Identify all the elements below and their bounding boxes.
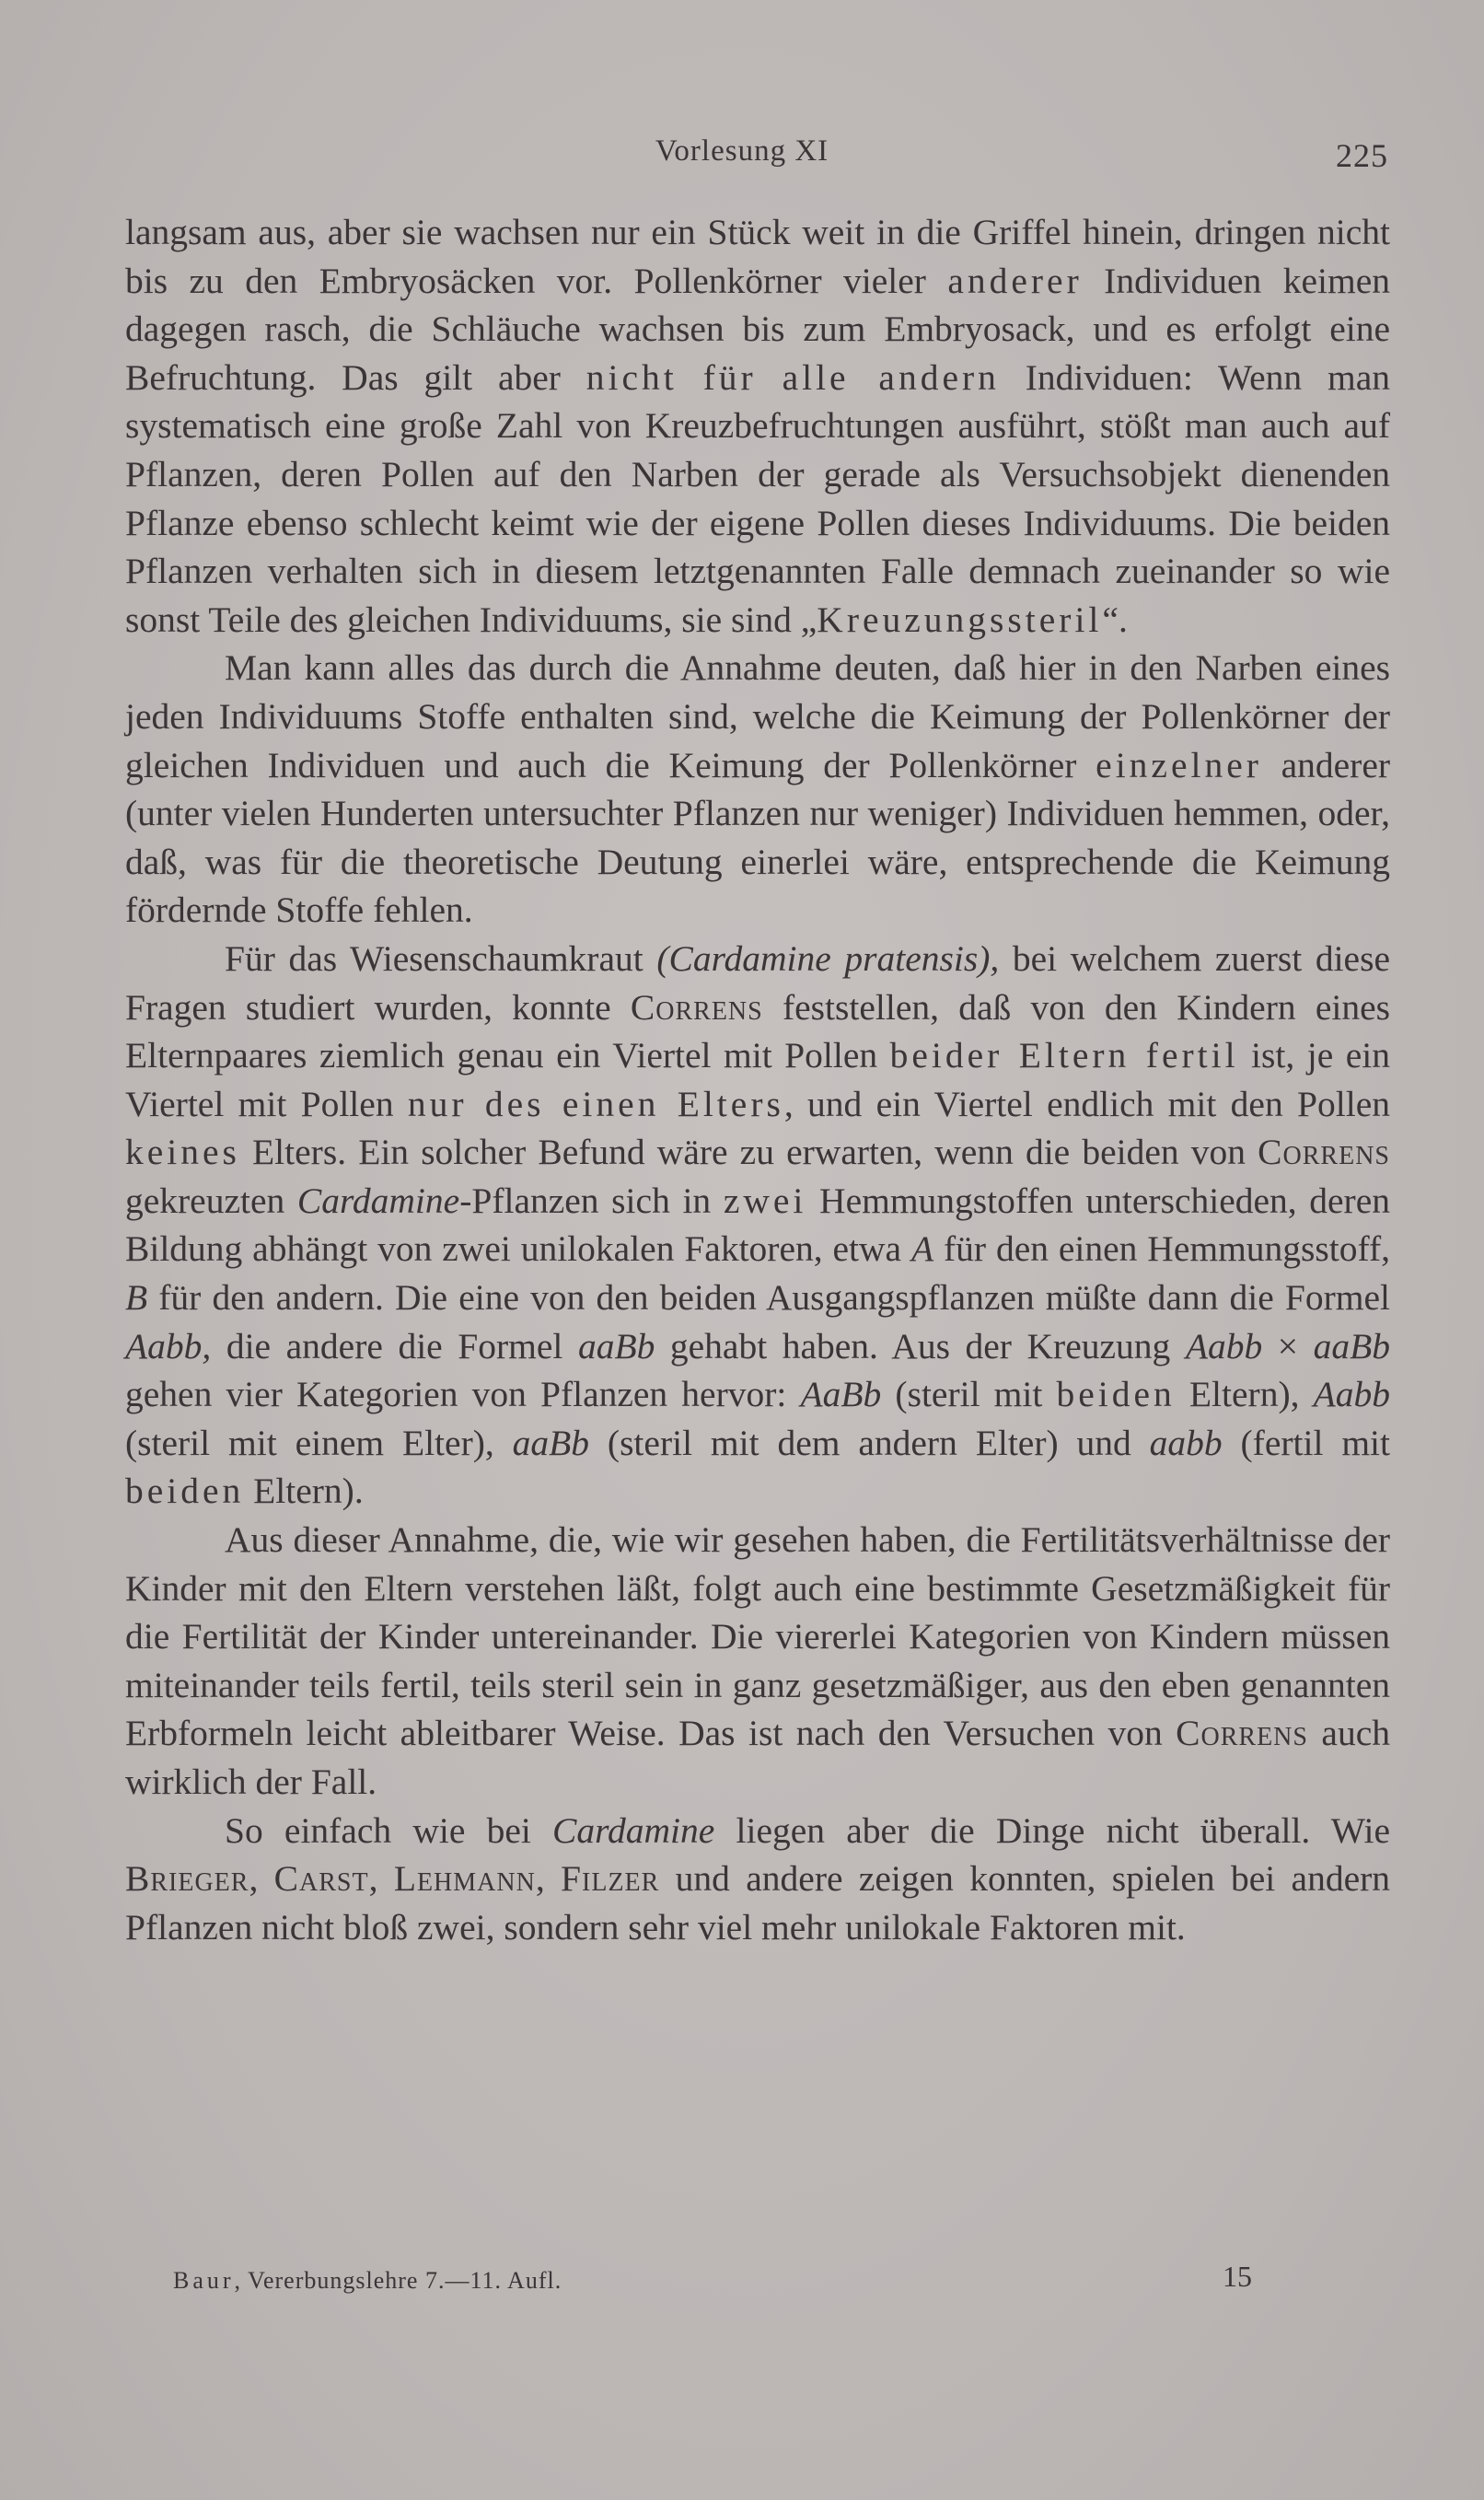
genotype-formula: Aabb <box>1185 1325 1263 1366</box>
author-name: Brieger <box>125 1858 249 1900</box>
text-run: langsam aus, aber sie wachsen nur ein Stück weit in die Griffel hinein, dringen nicht bis zu den Embryosäcken vor. Pollenkörner vieler <box>125 212 1390 301</box>
genotype-formula: aaBb <box>512 1422 590 1463</box>
italic-text: Cardamine <box>552 1809 715 1851</box>
spaced-text: alle andern <box>782 356 1000 398</box>
text-run: , <box>249 1858 274 1900</box>
text-run: Eltern). <box>244 1471 364 1512</box>
running-title: Vorlesung XI <box>655 134 829 168</box>
text-run: Elters. Ein solcher Befund wäre zu erwarten, wenn die beiden von <box>239 1132 1258 1173</box>
text-run: Für das Wiesenschaumkraut <box>225 937 657 979</box>
text-run: (fertil mit <box>1222 1422 1390 1463</box>
text-run: Hemmungstoffen unterschieden, deren Bildung abhängt von zwei unilokalen Faktoren, etwa <box>125 1180 1390 1270</box>
text-run: “. <box>1102 599 1128 640</box>
text-run: So einfach wie bei <box>225 1809 553 1851</box>
genotype-formula: AaBb <box>800 1374 882 1415</box>
spaced-text: beiden <box>125 1471 245 1512</box>
text-run: -Pflanzen sich in <box>459 1180 724 1221</box>
text-run: für den andern. Die eine von den beiden Ausgangspflanzen müßte dann die Formel <box>147 1277 1390 1319</box>
text-run: ist, je ein Viertel mit Pollen <box>125 1035 1390 1124</box>
text-run <box>678 357 703 398</box>
genotype-formula: aabb <box>1149 1422 1223 1463</box>
italic-text: Cardamine <box>296 1180 460 1221</box>
text-run: Aus dieser Annahme, die, wie wir gesehen haben, die Fertilitätsverhältnisse der Kinder mit den Eltern verstehen läßt, folgt auch eine bestimmte Gesetzmäßigkeit für die Fertilität der Kinder untereinander. Die viererlei Kategorien von Kindern müssen miteinander teils fertil, teils steril sein in ganz gesetzmäßiger, aus den eben genannten Erbformeln leicht ableitbarer Weise. Das ist nach den Versuchen von <box>125 1519 1390 1754</box>
text-run: Eltern), <box>1175 1374 1314 1415</box>
text-run: Individuen keimen dagegen rasch, die Schläuche wachsen bis zum Embryosack, und es erfolgt eine Befruchtung. Das gilt aber <box>125 260 1390 398</box>
body-text <box>125 208 1390 1951</box>
text-run: gehen vier Kategorien von Pflanzen hervor: <box>125 1374 801 1415</box>
genotype-formula: Aabb <box>1313 1374 1390 1415</box>
spaced-text: beider Eltern fertil <box>889 1035 1239 1076</box>
text-run: liegen aber die Dinge nicht überall. Wie <box>714 1809 1390 1851</box>
paragraph-4 <box>125 1516 1390 1807</box>
author-name: Lehmann <box>393 1858 536 1900</box>
text-run: gehabt haben. Aus der Kreuzung <box>655 1325 1186 1366</box>
spaced-text: anderer <box>947 260 1083 301</box>
author-name: Carst <box>273 1858 369 1900</box>
genotype-formula: Aabb, <box>125 1325 212 1366</box>
text-run: feststellen, daß von den Kindern eines Elternpaares ziemlich genau ein Viertel mit Pollen <box>125 986 1390 1076</box>
text-run: (steril mit <box>881 1374 1057 1415</box>
text-run <box>757 357 783 398</box>
text-run: und andere zeigen konnten, spielen bei andern Pflanzen nicht bloß zwei, sondern sehr viel mehr unilokale Faktoren mit. <box>125 1858 1391 1948</box>
signature-mark: 15 <box>1223 2260 1252 2293</box>
text-run: die andere die Formel <box>211 1325 578 1366</box>
page-number: 225 <box>1336 137 1388 174</box>
paragraph-1 <box>125 208 1390 644</box>
factor-symbol: B <box>125 1277 148 1319</box>
italic-text: (Cardamine pratensis), <box>656 937 1000 979</box>
text-run: anderer (unter vielen Hunderten untersuchter Pflanzen nur weniger) Individuen hemmen, oder, daß, was für die theoretische Deutung einerlei wäre, entsprechende die Keimung fördernde Stoffe fehlen. <box>125 744 1391 931</box>
footer-source <box>173 2267 562 2295</box>
spaced-text: nur des einen Elters <box>407 1083 784 1124</box>
spaced-text: einzelner <box>1096 744 1262 785</box>
cross-symbol: × <box>1262 1325 1314 1366</box>
text-run: Man kann alles das durch die Annahme deuten, daß hier in den Narben eines jeden Individuums Stoffe enthalten sind, welche die Keimung der Pollenkörner der gleichen Individuen und auch die Keimung der Pollenkörner <box>125 647 1390 785</box>
spaced-text: zwei <box>723 1180 807 1221</box>
text-run: , und ein Viertel endlich mit den Pollen <box>783 1083 1390 1124</box>
text-run: , <box>535 1858 562 1900</box>
text-run: , <box>368 1858 394 1900</box>
author-name: Correns <box>1176 1713 1308 1754</box>
spaced-text: für <box>702 356 757 398</box>
spaced-text: beiden <box>1056 1374 1176 1415</box>
paragraph-3 <box>125 935 1390 1516</box>
page-footer <box>173 2256 1252 2297</box>
genotype-formula: aaBb <box>577 1325 655 1366</box>
text-run: (steril mit einem Elter), <box>125 1422 513 1463</box>
running-head <box>0 127 1484 182</box>
text-run: bei welchem zuerst diese Fragen studiert wurden, konnte <box>125 937 1390 1028</box>
paragraph-2 <box>125 644 1390 935</box>
footer-title: , Vererbungslehre 7.—11. Aufl. <box>234 2267 562 2294</box>
genotype-formula: aaBb <box>1313 1325 1391 1366</box>
author-name: Correns <box>1258 1132 1390 1173</box>
author-name: Filzer <box>561 1858 660 1900</box>
text-run: auch wirklich der Fall. <box>125 1713 1390 1802</box>
author-name: Correns <box>630 986 763 1028</box>
footer-author: Baur <box>173 2267 235 2294</box>
spaced-text: Kreuzungssteril <box>817 599 1103 640</box>
text-run: für den einen Hemmungsstoff, <box>933 1228 1390 1270</box>
text-run: Individuen: Wenn man systematisch eine große Zahl von Kreuzbefruchtungen ausführt, stößt man auch auf Pflanzen, deren Pollen auf den Narben der gerade als Versuchsobjekt dienenden Pflanze ebenso schlecht keimt wie der eigene Pollen dieses Individuums. Die beiden Pflanzen verhalten sich in diesem letztgenannten Falle demnach zueinander so wie sonst Teile des gleichen Individuums, sie sind „ <box>125 356 1391 640</box>
text-run: gekreuzten <box>125 1180 297 1221</box>
spaced-text: nicht <box>585 356 678 398</box>
factor-symbol: A <box>910 1228 934 1270</box>
spaced-text: keines <box>125 1132 240 1173</box>
text-run: (steril mit dem andern Elter) und <box>589 1422 1150 1463</box>
paragraph-5 <box>125 1807 1390 1952</box>
